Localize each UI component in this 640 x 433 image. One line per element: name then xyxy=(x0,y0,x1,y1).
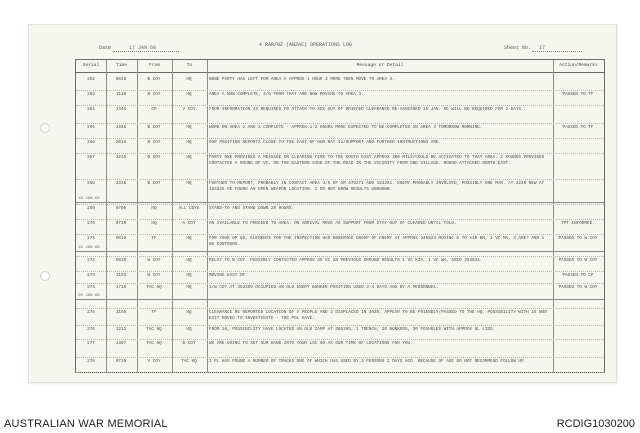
table-row xyxy=(76,325,604,339)
time-cell: 0739 xyxy=(115,359,127,364)
to-cell: A COY xyxy=(182,221,196,226)
table-row xyxy=(76,234,604,256)
serial-cell: 266 xyxy=(87,140,95,145)
from-cell: V COY xyxy=(147,359,161,364)
punch-hole xyxy=(40,271,50,281)
from-cell: B COY xyxy=(147,125,161,130)
table-row xyxy=(76,256,604,271)
message-cell: NONE PARTY HAS LEFT FOR AREA A APPROX 1 HOUR 3 MORE THEN MOVE TO AREA 3. xyxy=(209,77,395,82)
col-serial-header: Serial xyxy=(82,63,100,68)
table-row xyxy=(76,105,604,123)
time-cell: 1444 xyxy=(115,107,127,112)
col-action-header: Action/Remarks xyxy=(559,63,598,68)
table-row xyxy=(76,271,604,283)
time-cell: 1155 xyxy=(115,310,127,315)
action-cell: PASSED TO TF xyxy=(562,125,594,130)
table-header xyxy=(76,60,604,73)
action-cell: PASSED TO W COY xyxy=(558,285,598,290)
serial-cell: 272 xyxy=(87,258,95,263)
row-divider xyxy=(76,372,604,373)
table-row xyxy=(76,138,604,153)
log-title: 4 RAR/NZ (ANZAC) OPERATIONS LOG xyxy=(259,42,353,48)
sheet-value: 17 xyxy=(539,45,546,51)
date-underline xyxy=(113,51,179,52)
action-cell: PASSED TO W COY xyxy=(558,236,598,241)
message-cell: FURTHER TO REPORT, PROBABLY IN CONTACT AREA 4/5 OF GR 479271 AND 183201. ENEMY PROBABLY INVOLVED, POSSIBLY ONE MAN. AT 2230 NEW AT 183325 HE FOUND AN OPEN WEAPON LOCATION. I DO NOT KNOW RESULTS UNKNOWN. xyxy=(209,181,545,192)
col-time-header: Time xyxy=(115,63,128,68)
message-cell: FROM 16, POSSIBILITY HAVE LOCATED AN OLD CAMP AT 385395, 1 TRENCH, 20 BUNKERS, 30 FOXHOLES WITH APPROX 8L LIDS. xyxy=(209,327,496,332)
table-row xyxy=(76,90,604,105)
from-cell: TAC HQ xyxy=(146,327,162,332)
sheet-label: Sheet No. xyxy=(504,45,532,51)
time-cell: 0730 xyxy=(115,221,127,226)
to-cell: HQ xyxy=(186,92,192,97)
message-cell: CLEARANCE RE REPORTED LOCATION OF A PEOPLE AND 3 DISPLACED IN 3635. APPEAR TO BE FRIENDLY/PASSED TO THE HQ. POSSIBILITY WITH 16 NON EXIT MOVED TO INVESTIGATE - THE POL HAVE. xyxy=(209,310,547,321)
date-separator-label: 19 JAN 68 xyxy=(78,246,100,250)
sheet-underline xyxy=(532,51,582,52)
to-cell: HQ xyxy=(186,77,192,82)
time-cell: 1130 xyxy=(115,92,127,97)
from-cell: W COY xyxy=(147,273,161,278)
message-cell: PARTY ONE PROVIDED A MESSAGE ON CLEARING FIRE TO THE SOUTH EAST APPROX 300 MILS/COULD BE ACTIVATED TO THAT AREA. 2 ROUNDS PROVIDED CONTACTED A ROUND OF VC. ON THE EASTERN SIDE OF THE ROAD IN THE VICINITY FROM ONE VILLAGE. ROUND ATTACHED NORTH EAST. xyxy=(209,155,545,166)
from-cell: TAC HQ xyxy=(146,341,162,346)
to-cell: V COY xyxy=(182,107,196,112)
from-cell: CP xyxy=(151,107,157,112)
from-cell: B COY xyxy=(147,181,161,186)
operations-log-table xyxy=(75,59,605,373)
to-cell: HQ xyxy=(186,273,192,278)
serial-cell: 263 xyxy=(87,92,95,97)
date-separator-label: 20 JAN 68 xyxy=(78,294,100,298)
col-message-header: Message or Detail xyxy=(356,63,404,68)
message-cell: RELAY TO W COY. POSSIBLY CONTACTED APPROX 35 VC IN PREVIOUS GROUND RESULTS 1 VC KIA, 1 VC WA, GRID 353834. xyxy=(209,258,483,263)
table-row xyxy=(76,308,604,325)
serial-cell: 270 xyxy=(87,221,95,226)
time-cell: 0839 xyxy=(115,258,127,263)
action-cell: TPT INFORMED. xyxy=(561,221,595,226)
time-cell: 2338 xyxy=(115,181,127,186)
from-cell: B COY xyxy=(147,155,161,160)
table-row xyxy=(76,123,604,138)
from-cell: W COY xyxy=(147,258,161,263)
time-cell: 0700 xyxy=(115,206,127,211)
serial-cell: 262 xyxy=(87,77,95,82)
table-row xyxy=(76,179,604,204)
punch-hole xyxy=(40,123,50,133)
to-cell: HQ xyxy=(186,310,192,315)
time-cell: 1555 xyxy=(115,125,127,130)
message-cell: FOR YOUR OP 68, ELEMENTS FOR THE INSPECTION HAD OBSERVED GROUP OF ENEMY AT APPROX 345823 MOVING E TO AIR BN, 1 VC MA, 3 ARE? AND 1 NO CONTOURS. xyxy=(209,236,545,247)
to-cell: HQ xyxy=(186,181,192,186)
action-cell: PASSED TO TF xyxy=(562,92,594,97)
log-sheet xyxy=(28,24,617,383)
to-cell: ALL COYS xyxy=(178,206,200,211)
from-cell: B COY xyxy=(147,92,161,97)
col-to-header: To xyxy=(186,63,193,68)
archive-footer xyxy=(0,415,640,433)
time-cell: 0828 xyxy=(115,77,127,82)
serial-cell: 267 xyxy=(87,155,95,160)
message-cell: WE ARE GOING TO SET OUR HAND INTO YOUR LOC SO AS OUR TIME OF LOCATIONS FOR YOU. xyxy=(209,341,413,346)
to-cell: HQ xyxy=(186,140,192,145)
table-row xyxy=(76,219,604,234)
serial-cell: 275 xyxy=(87,310,95,315)
table-row xyxy=(76,153,604,179)
message-cell: OUR POSITION REPORTS CLOSE TO THE EAST OF OUR NAT 12/SUPPORT AND FURTHER INSTRUCTIONS ARE. xyxy=(209,140,442,145)
col-from-header: From xyxy=(148,63,161,68)
time-cell: 2215 xyxy=(115,155,127,160)
to-cell: HQ xyxy=(186,327,192,332)
serial-cell: 265 xyxy=(87,125,95,130)
time-cell: 2018 xyxy=(115,140,127,145)
serial-cell: 277 xyxy=(87,341,95,346)
archive-name: AUSTRALIAN WAR MEMORIAL xyxy=(4,418,168,430)
action-cell: PASSED TO CP xyxy=(562,273,594,278)
table-row xyxy=(76,283,604,308)
to-cell: HQ xyxy=(186,155,192,160)
serial-cell: 278 xyxy=(87,359,95,364)
from-cell: HQ xyxy=(151,221,157,226)
serial-cell: 264 xyxy=(87,107,95,112)
table-row xyxy=(76,204,604,219)
from-cell: B COY xyxy=(147,140,161,145)
time-cell: 1307 xyxy=(115,341,127,346)
from-cell: TF xyxy=(151,310,157,315)
time-cell: 1103 xyxy=(115,273,127,278)
time-cell: 0810 xyxy=(115,236,127,241)
archive-reference: RCDIG1030200 xyxy=(556,418,635,430)
message-cell: MOVING EAST OF xyxy=(209,273,246,278)
message-cell: ON AVAILABLE TO PROCEED TO AREA. ON ARRIVAL MOVE AS SUPPORT FROM STAY OUT OF CLEARED UNTIL TOLD. xyxy=(209,221,457,226)
date-separator xyxy=(76,251,604,252)
time-cell: 1715 xyxy=(115,285,127,290)
serial-cell: 269 xyxy=(87,206,95,211)
serial-cell: 268 xyxy=(87,181,95,186)
to-cell: HQ xyxy=(186,258,192,263)
message-cell: 3/W COY AT 353359 OCCUPIED AN OLD ENEMY BUNKER POSITION USED 3-4 DAYS AGO BY A PERSONNEL. xyxy=(209,285,439,290)
date-separator xyxy=(76,299,604,300)
message-cell: AREA A NOW COMPLETE, 4/5 FROM THAT ARE NOW MOVING TO AREA 3. xyxy=(209,92,364,97)
from-cell: B COY xyxy=(147,77,161,82)
time-cell: 1212 xyxy=(115,327,127,332)
message-cell: 3 PL HAS FOUND A NUMBER OF TRACKS ONE OF WHICH HAS USED BY 3 PERSONS 2 DAYS AGO. BECAUSE OF AGE DO NOT RECOMMEND FOLLOW UP. xyxy=(209,359,527,364)
action-cell: PASSED TO W COY xyxy=(558,258,598,263)
date-separator xyxy=(76,202,604,203)
to-cell: TAC HQ xyxy=(181,359,197,364)
to-cell: HQ xyxy=(186,285,192,290)
message-cell: FROM INFORMATION IS REQUIRED FR ATTACK TO SEE OUT OF BRIEFED CLEARANCE RE-ASSESSED 15 JAN. HE WILL BE REQUIRED FOR 2 DAYS. xyxy=(209,107,524,112)
serial-cell: 271 xyxy=(87,236,95,241)
serial-cell: 273 xyxy=(87,273,95,278)
table-row xyxy=(76,357,604,372)
date-separator-label: 18 JAN 68 xyxy=(78,197,100,201)
serial-cell: 274 xyxy=(87,285,95,290)
from-cell: TAC HQ xyxy=(146,285,162,290)
to-cell: HQ xyxy=(186,125,192,130)
date-value: 17 JAN 68 xyxy=(129,45,157,51)
message-cell: STAND-TO AND STAND DOWN 20 HOURS. xyxy=(209,206,295,211)
serial-cell: 276 xyxy=(87,327,95,332)
date-label: Date xyxy=(99,45,112,51)
table-row xyxy=(76,75,604,90)
message-cell: WORK ON AREA 2 AND 3 COMPLETE - APPROX 1-2 HOURS MORE EXPECTED TO BE COMPLETED IN AREA 3 TOMORROW MORNING. xyxy=(209,125,483,130)
to-cell: B COY xyxy=(182,341,196,346)
to-cell: HQ xyxy=(186,236,192,241)
table-row xyxy=(76,339,604,357)
from-cell: HQ xyxy=(151,206,157,211)
from-cell: TF xyxy=(151,236,157,241)
